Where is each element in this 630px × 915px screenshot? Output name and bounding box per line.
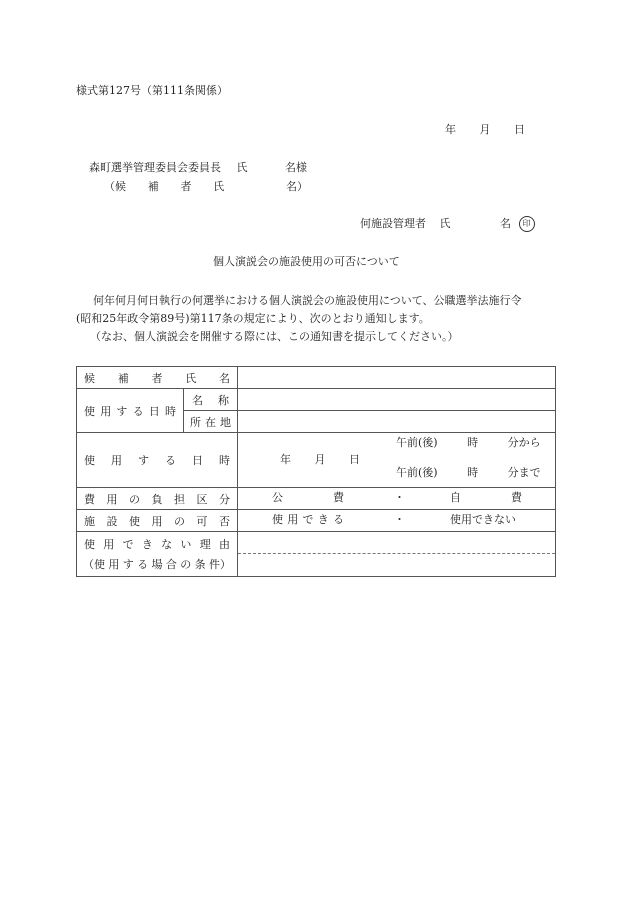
label-char: 時 [219, 454, 230, 467]
row-candidate [77, 367, 556, 389]
addressee-shi: 氏 [236, 161, 248, 174]
addressee-line1 [89, 161, 307, 175]
label-char: 条 [194, 558, 206, 571]
label-char: 者 [151, 371, 163, 385]
label-char: い [180, 538, 192, 551]
label-char: （使 [83, 558, 105, 571]
sender-mei: 名 [500, 217, 511, 230]
label-char: き [141, 538, 153, 551]
time-to-minute: 分まで [507, 466, 541, 479]
row-facility-name [77, 389, 556, 411]
option-char: で [302, 513, 314, 526]
label-char: 地 [220, 415, 231, 429]
cost-value-cell [238, 488, 556, 510]
label-char: 用 [111, 454, 122, 467]
time-from [396, 436, 541, 450]
date-day: 日 [514, 123, 525, 136]
label-char: 場 [151, 558, 163, 571]
time-to-hour: 時 [467, 466, 479, 479]
row-availability [77, 510, 556, 532]
label-char: 否 [219, 514, 230, 528]
label-char: 可 [196, 514, 208, 528]
addressee-line2 [104, 180, 308, 194]
label-char: 候 [84, 371, 95, 385]
datetime-label-cell [77, 433, 238, 488]
label-char: の [174, 514, 185, 528]
row-reason [77, 532, 556, 577]
label-char: す [122, 558, 134, 571]
reason-value-cell [238, 532, 556, 577]
candidate-label-cell [77, 367, 238, 389]
label-char: 設 [106, 514, 118, 528]
cost-public-option [272, 491, 344, 505]
option-char: 用 [287, 513, 299, 526]
availability-label-cell [77, 510, 238, 532]
time-from-minute: 分から [507, 436, 541, 449]
subject: 個人演説会の施設使用の可否について [213, 255, 400, 268]
availability-value-cell [238, 510, 556, 532]
label-char: の [180, 558, 192, 571]
date-month: 月 [479, 123, 491, 136]
label-char: 用 [151, 514, 163, 528]
label-char: 担 [174, 492, 185, 506]
seal-icon: 印 [519, 216, 535, 232]
name-value-cell [238, 389, 556, 411]
label-char: る [137, 558, 149, 571]
row-datetime [77, 433, 556, 488]
label-char: の [129, 492, 140, 506]
label-char: 使 [129, 514, 140, 528]
row-cost [77, 488, 556, 510]
label-char: 用 [100, 404, 112, 418]
date-units [280, 453, 360, 467]
label-char: 用 [108, 558, 120, 571]
candidate-value-cell [238, 367, 556, 389]
label-char: 在 [205, 415, 216, 429]
option-char: 使 [272, 513, 283, 526]
label-char: 時 [164, 404, 176, 418]
label-char: 日 [148, 404, 160, 418]
form-number: 様式第127号（第111条関係） [76, 84, 228, 97]
label-char: 名 [219, 371, 230, 385]
addressee-paren-close: 名） [286, 180, 308, 193]
label-char: 由 [218, 538, 230, 551]
option-char: き [317, 513, 329, 526]
label-char: 合 [165, 558, 177, 571]
label-char: 用 [106, 492, 118, 506]
sender-shi: 氏 [439, 217, 451, 230]
label-char: 理 [199, 538, 211, 551]
location-label-cell [184, 411, 238, 433]
label-char: 名 [192, 393, 203, 407]
label-char: る [165, 454, 176, 467]
addressee-mei: 名様 [285, 161, 307, 174]
body-line3: （なお、個人演説会を開催する際には、この通知書を提示してください。） [90, 330, 459, 343]
availability-dot: ・ [394, 513, 405, 526]
option-char: 公 [272, 491, 283, 504]
body-line1: 何年何月何日執行の何選挙における個人演説会の施設使用について、公職選挙法施行令 [93, 294, 522, 307]
time-to-ampm: 午前(後) [396, 466, 438, 479]
label-char: る [132, 404, 144, 418]
label-char: 分 [219, 492, 230, 506]
label-char: な [161, 538, 173, 551]
option-char: る [333, 513, 344, 526]
label-char: 所 [190, 415, 201, 429]
label-char: 称 [218, 393, 229, 407]
body-line2: (昭和25年政令第89号)第117条の規定により、次のとおり通知します。 [76, 312, 430, 325]
label-char: す [116, 404, 128, 418]
time-to [396, 466, 541, 480]
label-char: で [122, 538, 134, 551]
label-char: 負 [151, 492, 163, 506]
label-char: 使 [84, 454, 95, 467]
cost-label-cell [77, 488, 238, 510]
unit-month: 月 [314, 453, 326, 466]
addressee-ho: 補 [147, 180, 159, 193]
notice-table [76, 366, 556, 577]
cost-dot: ・ [394, 491, 405, 504]
option-char: 費 [511, 491, 522, 504]
label-char: 施 [84, 514, 95, 528]
sender-line [360, 216, 535, 232]
addressee-shi2: 氏 [213, 180, 225, 193]
reason-dashed-divider [238, 532, 555, 554]
cost-self-option [450, 491, 522, 505]
reason-label-cell [77, 532, 238, 577]
unit-day: 日 [349, 453, 360, 466]
name-label-cell [184, 389, 238, 411]
label-char: 補 [117, 371, 129, 385]
time-from-ampm: 午前(後) [396, 436, 438, 449]
addressee-paren-open: （候 [104, 180, 126, 193]
label-char: 氏 [185, 371, 197, 385]
date-year: 年 [445, 123, 456, 136]
label-char: す [138, 454, 149, 467]
label-char: 日 [192, 454, 203, 467]
label-char: 区 [196, 492, 208, 506]
label-char: 費 [84, 492, 95, 506]
addressee-sha: 者 [180, 180, 192, 193]
option-char: 自 [450, 491, 461, 504]
location-value-cell [238, 411, 556, 433]
unit-year: 年 [280, 453, 291, 466]
can-use-option [272, 513, 344, 527]
label-char: 使 [84, 538, 95, 551]
cannot-use-option: 使用できない [450, 513, 516, 526]
option-char: 費 [333, 491, 344, 504]
date-line [445, 123, 525, 137]
label-char: 件） [209, 558, 231, 571]
sender-title: 何施設管理者 [360, 217, 426, 230]
label-char: 使 [84, 404, 95, 418]
addressee-org: 森町選挙管理委員会委員長 [89, 161, 221, 174]
time-from-hour: 時 [467, 436, 479, 449]
facility-label-cell [77, 389, 184, 433]
label-char: 用 [103, 538, 115, 551]
datetime-value-cell [238, 433, 556, 488]
